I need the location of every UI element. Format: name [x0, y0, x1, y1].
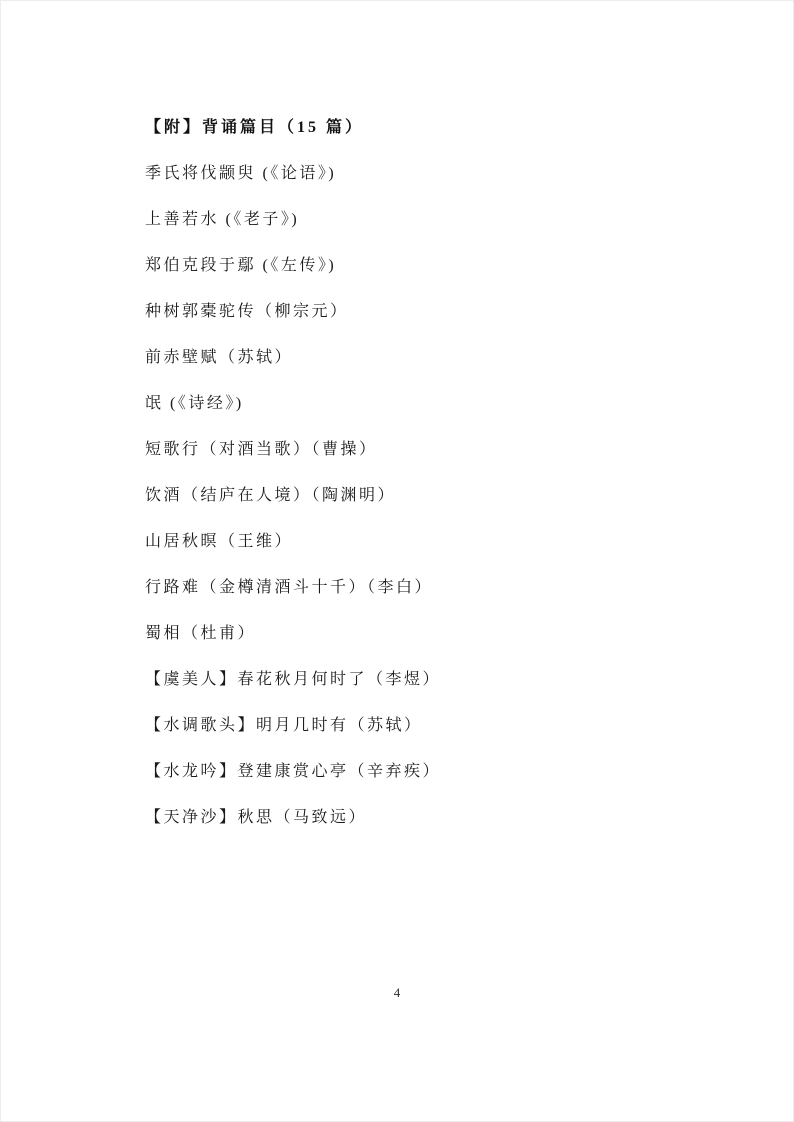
list-item: 季氏将伐颛臾 (《论语》): [145, 165, 337, 182]
list-item: 前赤壁赋（苏轼）: [145, 349, 294, 366]
list-item: 氓 (《诗经》): [145, 395, 244, 412]
recitation-list: [145, 105, 733, 841]
list-item: 种树郭橐驼传（柳宗元）: [145, 303, 349, 320]
list-item: 【虞美人】春花秋月何时了（李煜）: [145, 671, 442, 688]
page-number: 4: [393, 985, 401, 1000]
list-item: 上善若水 (《老子》): [145, 211, 300, 228]
list-item: 山居秋暝（王维）: [145, 533, 294, 550]
list-item: 蜀相（杜甫）: [145, 625, 257, 642]
list-item: 【天净沙】秋思（马致远）: [145, 809, 368, 826]
list-item: 饮酒（结庐在人境）（陶渊明）: [145, 487, 397, 504]
page-footer: [1, 984, 793, 1002]
list-item: 【水龙吟】登建康赏心亭（辛弃疾）: [145, 763, 442, 780]
list-item: 行路难（金樽清酒斗十千）（李白）: [145, 579, 434, 596]
list-item: 郑伯克段于鄢 (《左传》): [145, 257, 337, 274]
list-item: 【水调歌头】明月几时有（苏轼）: [145, 717, 423, 734]
section-title: 【附】背诵篇目（15 篇）: [145, 119, 365, 136]
list-item: 短歌行（对酒当歌）（曹操）: [145, 441, 378, 458]
